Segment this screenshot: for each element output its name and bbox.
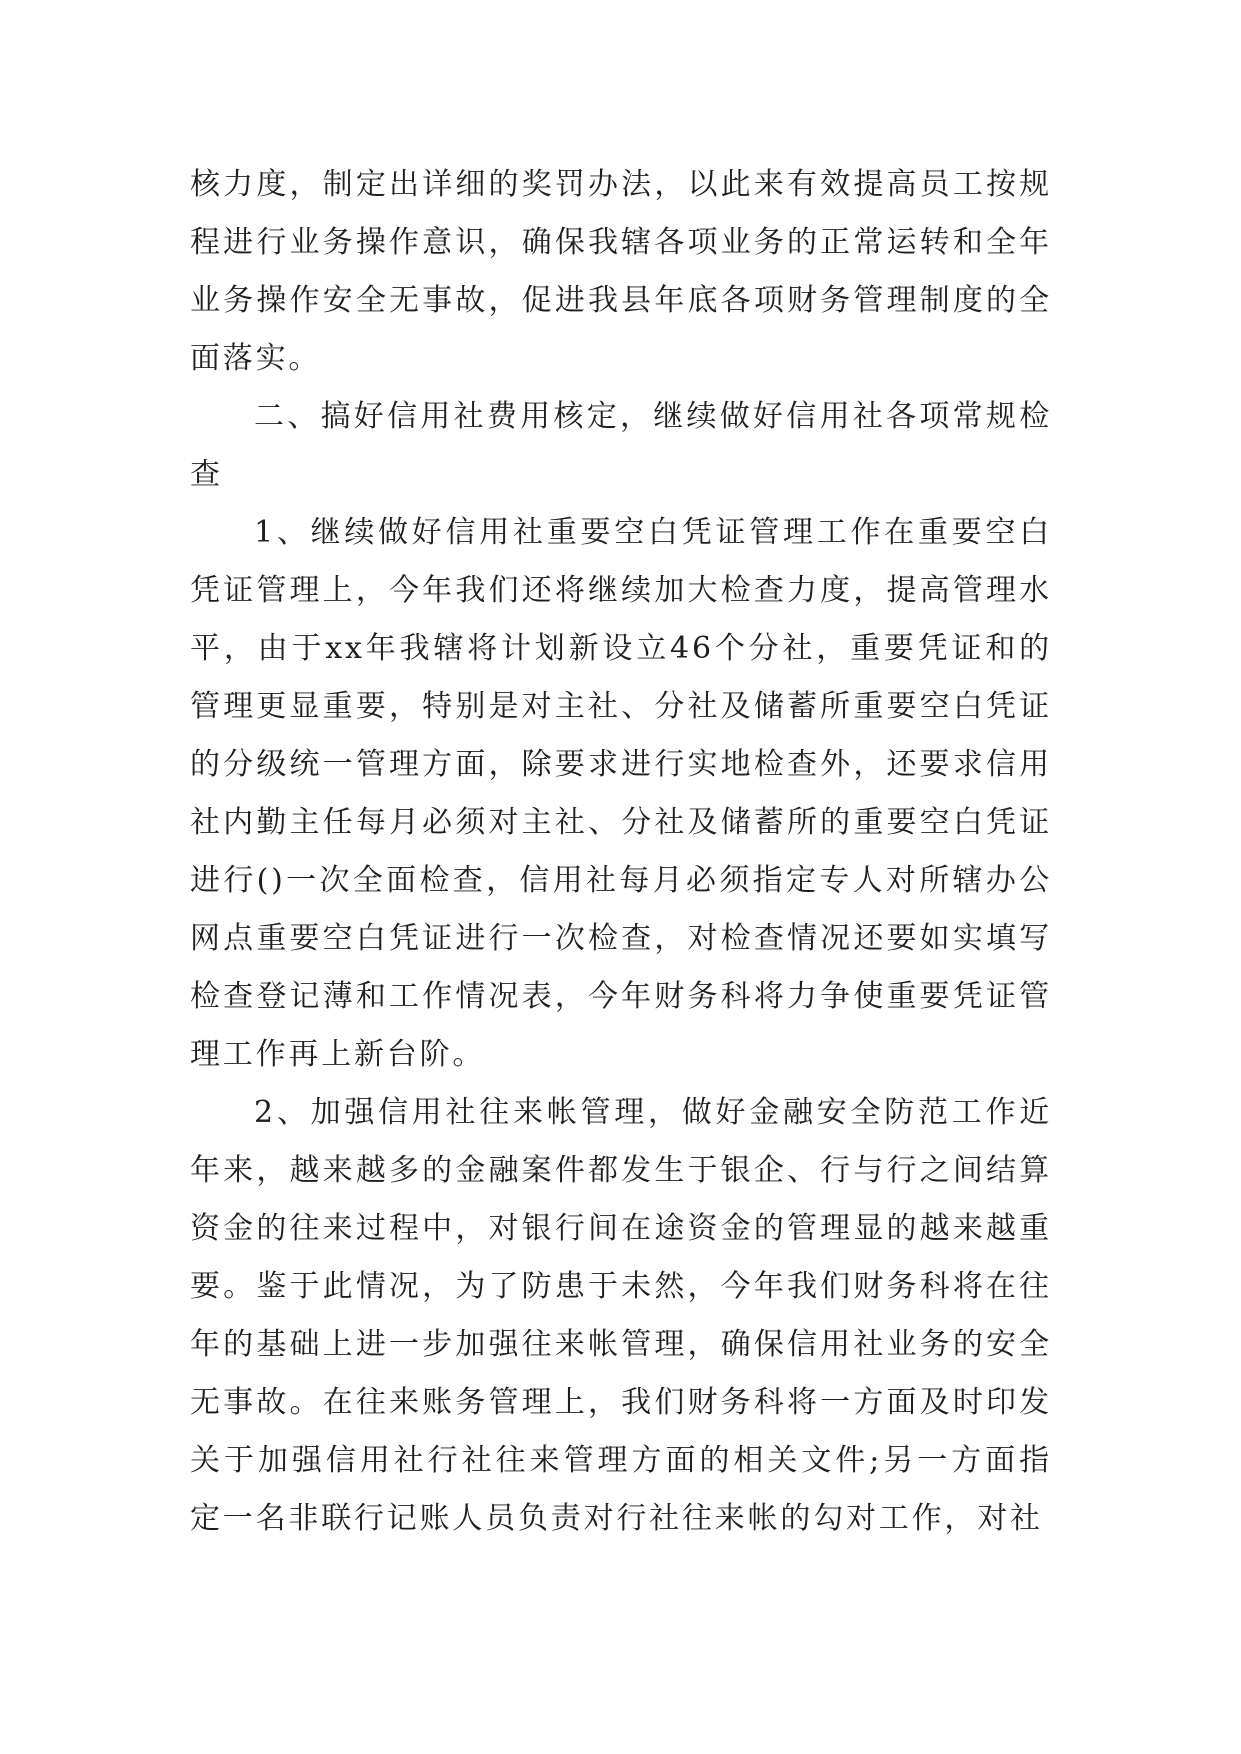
paragraph-1: 核力度，制定出详细的奖罚办法，以此来有效提高员工按规程进行业务操作意识，确保我辖各项业务的正常运转和全年业务操作安全无事故，促进我县年底各项财务管理制度的全面落实。: [190, 167, 1052, 376]
paragraph-item-1: 1、继续做好信用社重要空白凭证管理工作在重要空白凭证管理上，今年我们还将继续加大检查力度，提高管理水平，由于xx年我辖将计划新设立46个分社，重要凭证和的管理更显重要，特别是对主社、分社及储蓄所重要空白凭证的分级统一管理方面，除要求进行实地检查外，还要求信用社内勤主任每月必须对主社、分社及储蓄所的重要空白凭证进行()一次全面检查，信用社每月必须指定专人对所辖办公网点重要空白凭证进行一次检查，对检查情况还要如实填写检查登记薄和工作情况表，今年财务科将力争使重要凭证管理工作再上新台阶。: [190, 515, 1052, 1072]
document-body: [190, 156, 1052, 1548]
paragraph-item-2: 2、加强信用社往来帐管理，做好金融安全防范工作近年来，越来越多的金融案件都发生于银企、行与行之间结算资金的往来过程中，对银行间在途资金的管理显的越来越重要。鉴于此情况，为了防患于未然，今年我们财务科将在往年的基础上进一步加强往来帐管理，确保信用社业务的安全无事故。在往来账务管理上，我们财务科将一方面及时印发关于加强信用社行社往来管理方面的相关文件;另一方面指定一名非联行记账人员负责对行社往来帐的勾对工作，对社: [190, 1095, 1052, 1536]
section-heading-2: 二、搞好信用社费用核定，继续做好信用社各项常规检查: [190, 399, 1052, 492]
